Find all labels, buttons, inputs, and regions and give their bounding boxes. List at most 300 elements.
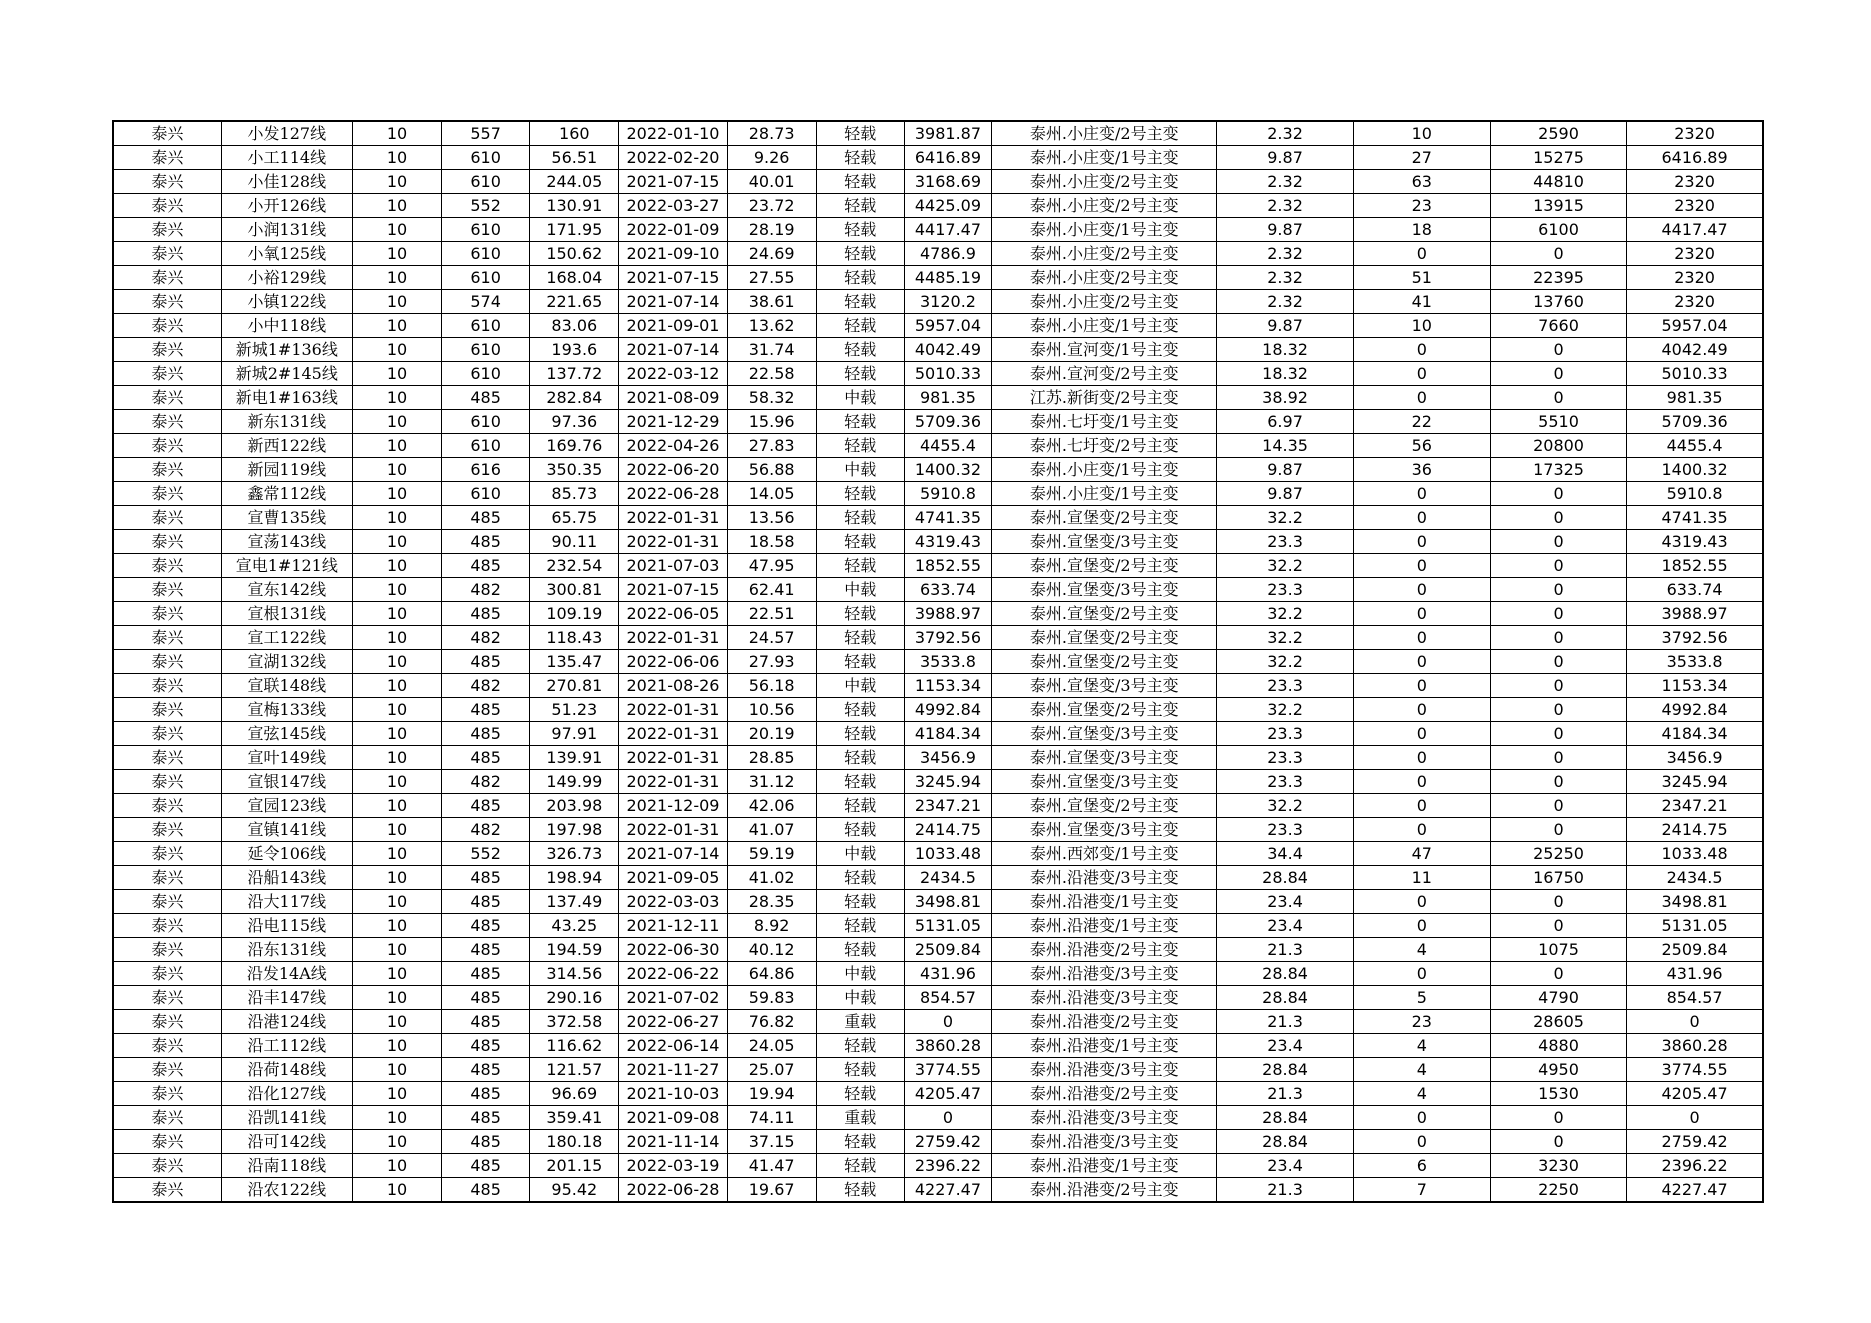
cell-pending-capacity: 6100 [1490,218,1626,242]
cell-transformer-margin: 28.84 [1217,986,1353,1010]
table-row [113,194,1763,218]
cell-open-capacity: 4227.47 [1627,1178,1763,1203]
cell-max-date: 2022-01-31 [619,770,727,794]
cell-available-capacity: 2414.75 [904,818,991,842]
cell-available-capacity: 5010.33 [904,362,991,386]
cell-voltage-kv: 10 [352,674,441,698]
cell-pending-count: 0 [1353,530,1490,554]
cell-max-current: 169.76 [530,434,619,458]
table-row [113,386,1763,410]
cell-max-current: 326.73 [530,842,619,866]
cell-load-rate: 28.35 [727,890,816,914]
cell-open-capacity: 3245.94 [1627,770,1763,794]
cell-pending-capacity: 0 [1490,482,1626,506]
table-row [113,578,1763,602]
cell-open-capacity: 4741.35 [1627,506,1763,530]
cell-rated-current: 485 [442,866,530,890]
cell-pending-count: 0 [1353,794,1490,818]
cell-max-current: 197.98 [530,818,619,842]
cell-available-capacity: 4417.47 [904,218,991,242]
cell-pending-capacity: 0 [1490,578,1626,602]
cell-county: 泰兴 [113,194,221,218]
cell-rated-current: 485 [442,650,530,674]
cell-load-rate: 22.51 [727,602,816,626]
cell-load-rate: 24.05 [727,1034,816,1058]
cell-county: 泰兴 [113,578,221,602]
cell-rated-current: 482 [442,578,530,602]
cell-available-capacity: 4205.47 [904,1082,991,1106]
cell-voltage-kv: 10 [352,1178,441,1203]
cell-transformer-margin: 23.3 [1217,578,1353,602]
cell-open-capacity: 1400.32 [1627,458,1763,482]
cell-pending-capacity: 0 [1490,386,1626,410]
cell-transformer-margin: 38.92 [1217,386,1353,410]
cell-voltage-kv: 10 [352,722,441,746]
cell-max-date: 2022-06-28 [619,1178,727,1203]
cell-available-capacity: 0 [904,1010,991,1034]
cell-open-capacity: 633.74 [1627,578,1763,602]
cell-line-name: 小佳128线 [221,170,352,194]
cell-substation-transformer: 泰州.宣堡变/2号主变 [992,626,1217,650]
cell-load-status: 轻载 [816,626,904,650]
cell-pending-count: 56 [1353,434,1490,458]
cell-voltage-kv: 10 [352,794,441,818]
cell-county: 泰兴 [113,121,221,146]
cell-county: 泰兴 [113,866,221,890]
table-row [113,362,1763,386]
cell-transformer-margin: 21.3 [1217,1178,1353,1203]
cell-pending-count: 10 [1353,121,1490,146]
cell-load-status: 轻载 [816,1154,904,1178]
cell-county: 泰兴 [113,674,221,698]
cell-transformer-margin: 28.84 [1217,962,1353,986]
cell-available-capacity: 5709.36 [904,410,991,434]
cell-voltage-kv: 10 [352,314,441,338]
table-row [113,218,1763,242]
cell-open-capacity: 3498.81 [1627,890,1763,914]
table-row [113,290,1763,314]
cell-pending-capacity: 0 [1490,746,1626,770]
cell-max-current: 160 [530,121,619,146]
cell-max-date: 2021-12-11 [619,914,727,938]
cell-load-status: 轻载 [816,266,904,290]
cell-rated-current: 610 [442,362,530,386]
cell-line-name: 宣梅133线 [221,698,352,722]
cell-transformer-margin: 32.2 [1217,794,1353,818]
cell-voltage-kv: 10 [352,746,441,770]
cell-available-capacity: 1033.48 [904,842,991,866]
cell-available-capacity: 1852.55 [904,554,991,578]
cell-substation-transformer: 泰州.小庄变/2号主变 [992,121,1217,146]
cell-county: 泰兴 [113,338,221,362]
cell-open-capacity: 2347.21 [1627,794,1763,818]
cell-max-date: 2022-03-03 [619,890,727,914]
cell-max-current: 198.94 [530,866,619,890]
cell-pending-capacity: 0 [1490,554,1626,578]
cell-pending-count: 0 [1353,386,1490,410]
cell-pending-count: 5 [1353,986,1490,1010]
cell-substation-transformer: 泰州.沿港变/3号主变 [992,866,1217,890]
cell-pending-capacity: 0 [1490,650,1626,674]
cell-load-status: 轻载 [816,242,904,266]
cell-county: 泰兴 [113,1178,221,1203]
table-row [113,1058,1763,1082]
cell-load-rate: 9.26 [727,146,816,170]
cell-pending-capacity: 13760 [1490,290,1626,314]
cell-max-current: 270.81 [530,674,619,698]
cell-load-status: 轻载 [816,698,904,722]
cell-pending-count: 0 [1353,482,1490,506]
cell-county: 泰兴 [113,1058,221,1082]
cell-pending-count: 0 [1353,890,1490,914]
cell-load-rate: 24.69 [727,242,816,266]
cell-transformer-margin: 23.4 [1217,914,1353,938]
cell-substation-transformer: 泰州.小庄变/2号主变 [992,194,1217,218]
cell-line-name: 沿化127线 [221,1082,352,1106]
cell-load-status: 轻载 [816,794,904,818]
cell-max-date: 2022-01-31 [619,530,727,554]
cell-available-capacity: 854.57 [904,986,991,1010]
cell-open-capacity: 2320 [1627,121,1763,146]
cell-voltage-kv: 10 [352,266,441,290]
table-row [113,722,1763,746]
cell-line-name: 沿大117线 [221,890,352,914]
cell-substation-transformer: 泰州.沿港变/3号主变 [992,986,1217,1010]
cell-pending-count: 63 [1353,170,1490,194]
cell-rated-current: 485 [442,698,530,722]
cell-pending-count: 18 [1353,218,1490,242]
cell-transformer-margin: 32.2 [1217,602,1353,626]
cell-max-current: 171.95 [530,218,619,242]
cell-max-current: 95.42 [530,1178,619,1203]
cell-line-name: 小镇122线 [221,290,352,314]
cell-pending-count: 6 [1353,1154,1490,1178]
cell-pending-capacity: 0 [1490,914,1626,938]
cell-max-date: 2022-06-20 [619,458,727,482]
cell-pending-count: 0 [1353,674,1490,698]
cell-available-capacity: 3860.28 [904,1034,991,1058]
cell-substation-transformer: 泰州.宣河变/2号主变 [992,362,1217,386]
cell-max-current: 90.11 [530,530,619,554]
cell-available-capacity: 4786.9 [904,242,991,266]
cell-load-status: 轻载 [816,434,904,458]
cell-line-name: 宣曹135线 [221,506,352,530]
cell-rated-current: 485 [442,1130,530,1154]
cell-rated-current: 485 [442,890,530,914]
cell-pending-capacity: 7660 [1490,314,1626,338]
cell-county: 泰兴 [113,986,221,1010]
cell-rated-current: 485 [442,530,530,554]
cell-load-rate: 15.96 [727,410,816,434]
cell-pending-count: 0 [1353,242,1490,266]
table-row [113,146,1763,170]
cell-available-capacity: 3245.94 [904,770,991,794]
cell-available-capacity: 3981.87 [904,121,991,146]
cell-county: 泰兴 [113,170,221,194]
cell-pending-capacity: 0 [1490,698,1626,722]
table-row [113,338,1763,362]
cell-rated-current: 485 [442,506,530,530]
cell-available-capacity: 2396.22 [904,1154,991,1178]
cell-county: 泰兴 [113,746,221,770]
cell-max-date: 2021-07-15 [619,266,727,290]
cell-rated-current: 485 [442,722,530,746]
cell-load-rate: 13.62 [727,314,816,338]
cell-rated-current: 482 [442,674,530,698]
cell-pending-capacity: 0 [1490,242,1626,266]
cell-substation-transformer: 泰州.宣堡变/2号主变 [992,602,1217,626]
cell-rated-current: 610 [442,482,530,506]
cell-county: 泰兴 [113,962,221,986]
cell-pending-count: 0 [1353,770,1490,794]
table-row [113,242,1763,266]
cell-max-current: 193.6 [530,338,619,362]
cell-transformer-margin: 21.3 [1217,938,1353,962]
cell-open-capacity: 5910.8 [1627,482,1763,506]
cell-load-rate: 19.94 [727,1082,816,1106]
cell-county: 泰兴 [113,386,221,410]
cell-load-status: 轻载 [816,482,904,506]
cell-transformer-margin: 21.3 [1217,1010,1353,1034]
cell-open-capacity: 3860.28 [1627,1034,1763,1058]
cell-max-current: 137.49 [530,890,619,914]
cell-line-name: 沿东131线 [221,938,352,962]
cell-max-date: 2022-01-31 [619,698,727,722]
table-row [113,1178,1763,1203]
cell-load-rate: 58.32 [727,386,816,410]
cell-voltage-kv: 10 [352,530,441,554]
cell-transformer-margin: 6.97 [1217,410,1353,434]
cell-open-capacity: 2759.42 [1627,1130,1763,1154]
cell-pending-capacity: 44810 [1490,170,1626,194]
cell-transformer-margin: 21.3 [1217,1082,1353,1106]
cell-load-rate: 22.58 [727,362,816,386]
cell-pending-count: 27 [1353,146,1490,170]
cell-pending-capacity: 4880 [1490,1034,1626,1058]
cell-pending-capacity: 20800 [1490,434,1626,458]
cell-available-capacity: 2509.84 [904,938,991,962]
cell-max-current: 203.98 [530,794,619,818]
cell-load-status: 中载 [816,386,904,410]
cell-county: 泰兴 [113,1010,221,1034]
cell-load-rate: 28.19 [727,218,816,242]
cell-line-name: 小润131线 [221,218,352,242]
cell-rated-current: 552 [442,194,530,218]
cell-county: 泰兴 [113,554,221,578]
cell-transformer-margin: 2.32 [1217,194,1353,218]
cell-max-date: 2021-07-03 [619,554,727,578]
cell-available-capacity: 4992.84 [904,698,991,722]
cell-open-capacity: 1033.48 [1627,842,1763,866]
cell-line-name: 宣园123线 [221,794,352,818]
cell-county: 泰兴 [113,650,221,674]
cell-substation-transformer: 泰州.宣堡变/3号主变 [992,770,1217,794]
cell-available-capacity: 3168.69 [904,170,991,194]
cell-rated-current: 485 [442,1106,530,1130]
cell-transformer-margin: 2.32 [1217,290,1353,314]
cell-load-status: 中载 [816,986,904,1010]
cell-load-status: 中载 [816,962,904,986]
cell-rated-current: 485 [442,746,530,770]
cell-open-capacity: 3792.56 [1627,626,1763,650]
cell-load-rate: 19.67 [727,1178,816,1203]
cell-line-name: 沿港124线 [221,1010,352,1034]
cell-line-name: 新园119线 [221,458,352,482]
cell-max-current: 51.23 [530,698,619,722]
cell-load-status: 中载 [816,458,904,482]
cell-pending-capacity: 0 [1490,626,1626,650]
cell-max-date: 2021-07-02 [619,986,727,1010]
cell-open-capacity: 2320 [1627,170,1763,194]
cell-substation-transformer: 泰州.小庄变/2号主变 [992,170,1217,194]
cell-max-date: 2022-06-28 [619,482,727,506]
cell-rated-current: 485 [442,1058,530,1082]
cell-pending-capacity: 0 [1490,362,1626,386]
cell-pending-count: 11 [1353,866,1490,890]
cell-load-status: 轻载 [816,410,904,434]
cell-load-status: 轻载 [816,290,904,314]
cell-transformer-margin: 2.32 [1217,121,1353,146]
cell-max-current: 139.91 [530,746,619,770]
cell-available-capacity: 4425.09 [904,194,991,218]
cell-voltage-kv: 10 [352,962,441,986]
cell-open-capacity: 3774.55 [1627,1058,1763,1082]
cell-transformer-margin: 23.3 [1217,530,1353,554]
cell-line-name: 宣湖132线 [221,650,352,674]
cell-transformer-margin: 32.2 [1217,554,1353,578]
cell-substation-transformer: 泰州.小庄变/1号主变 [992,482,1217,506]
cell-substation-transformer: 泰州.小庄变/1号主变 [992,458,1217,482]
cell-pending-count: 4 [1353,1082,1490,1106]
cell-county: 泰兴 [113,506,221,530]
cell-open-capacity: 2320 [1627,266,1763,290]
cell-voltage-kv: 10 [352,914,441,938]
table-row [113,482,1763,506]
cell-max-current: 85.73 [530,482,619,506]
cell-pending-count: 10 [1353,314,1490,338]
cell-open-capacity: 2414.75 [1627,818,1763,842]
cell-voltage-kv: 10 [352,410,441,434]
cell-pending-count: 0 [1353,626,1490,650]
cell-line-name: 沿凯141线 [221,1106,352,1130]
cell-max-current: 56.51 [530,146,619,170]
cell-max-date: 2022-01-31 [619,626,727,650]
cell-pending-count: 0 [1353,746,1490,770]
cell-pending-count: 23 [1353,1010,1490,1034]
cell-load-rate: 56.18 [727,674,816,698]
cell-max-date: 2021-07-15 [619,578,727,602]
table-row [113,1010,1763,1034]
cell-open-capacity: 3988.97 [1627,602,1763,626]
cell-load-status: 重载 [816,1010,904,1034]
cell-substation-transformer: 泰州.宣堡变/2号主变 [992,650,1217,674]
cell-county: 泰兴 [113,1106,221,1130]
cell-pending-count: 0 [1353,962,1490,986]
cell-county: 泰兴 [113,626,221,650]
cell-max-current: 372.58 [530,1010,619,1034]
cell-county: 泰兴 [113,314,221,338]
cell-line-name: 宣银147线 [221,770,352,794]
cell-available-capacity: 1400.32 [904,458,991,482]
table-row [113,914,1763,938]
cell-transformer-margin: 28.84 [1217,1106,1353,1130]
cell-available-capacity: 3792.56 [904,626,991,650]
cell-county: 泰兴 [113,146,221,170]
cell-open-capacity: 2396.22 [1627,1154,1763,1178]
cell-substation-transformer: 泰州.沿港变/1号主变 [992,1034,1217,1058]
cell-line-name: 小裕129线 [221,266,352,290]
cell-pending-capacity: 0 [1490,770,1626,794]
cell-line-name: 小开126线 [221,194,352,218]
cell-available-capacity: 2759.42 [904,1130,991,1154]
cell-line-name: 宣工122线 [221,626,352,650]
cell-pending-count: 0 [1353,578,1490,602]
cell-available-capacity: 3498.81 [904,890,991,914]
cell-load-status: 轻载 [816,1130,904,1154]
cell-voltage-kv: 10 [352,434,441,458]
cell-rated-current: 485 [442,602,530,626]
table-row [113,1082,1763,1106]
cell-max-current: 300.81 [530,578,619,602]
cell-open-capacity: 4319.43 [1627,530,1763,554]
cell-pending-count: 23 [1353,194,1490,218]
cell-transformer-margin: 2.32 [1217,266,1353,290]
table-row [113,674,1763,698]
cell-pending-capacity: 1530 [1490,1082,1626,1106]
cell-substation-transformer: 泰州.小庄变/2号主变 [992,266,1217,290]
cell-county: 泰兴 [113,242,221,266]
cell-load-rate: 28.73 [727,121,816,146]
cell-pending-capacity: 0 [1490,338,1626,362]
cell-load-status: 轻载 [816,938,904,962]
cell-rated-current: 610 [442,146,530,170]
cell-load-rate: 31.12 [727,770,816,794]
cell-voltage-kv: 10 [352,986,441,1010]
cell-rated-current: 485 [442,914,530,938]
cell-line-name: 新城2#145线 [221,362,352,386]
cell-county: 泰兴 [113,1034,221,1058]
cell-transformer-margin: 28.84 [1217,1130,1353,1154]
cell-available-capacity: 3774.55 [904,1058,991,1082]
cell-transformer-margin: 23.4 [1217,890,1353,914]
cell-voltage-kv: 10 [352,1106,441,1130]
cell-substation-transformer: 泰州.七圩变/1号主变 [992,410,1217,434]
cell-transformer-margin: 23.3 [1217,818,1353,842]
cell-county: 泰兴 [113,458,221,482]
cell-county: 泰兴 [113,818,221,842]
cell-voltage-kv: 10 [352,506,441,530]
cell-pending-capacity: 1075 [1490,938,1626,962]
cell-pending-count: 0 [1353,554,1490,578]
cell-load-status: 中载 [816,842,904,866]
cell-available-capacity: 3533.8 [904,650,991,674]
cell-transformer-margin: 18.32 [1217,338,1353,362]
table-row [113,890,1763,914]
cell-rated-current: 485 [442,938,530,962]
cell-transformer-margin: 23.4 [1217,1154,1353,1178]
cell-voltage-kv: 10 [352,458,441,482]
cell-pending-capacity: 0 [1490,890,1626,914]
cell-line-name: 宣荡143线 [221,530,352,554]
cell-line-name: 宣联148线 [221,674,352,698]
cell-pending-capacity: 3230 [1490,1154,1626,1178]
cell-transformer-margin: 28.84 [1217,866,1353,890]
cell-load-status: 轻载 [816,770,904,794]
cell-substation-transformer: 泰州.沿港变/3号主变 [992,962,1217,986]
cell-substation-transformer: 泰州.小庄变/2号主变 [992,242,1217,266]
cell-voltage-kv: 10 [352,338,441,362]
cell-transformer-margin: 9.87 [1217,458,1353,482]
